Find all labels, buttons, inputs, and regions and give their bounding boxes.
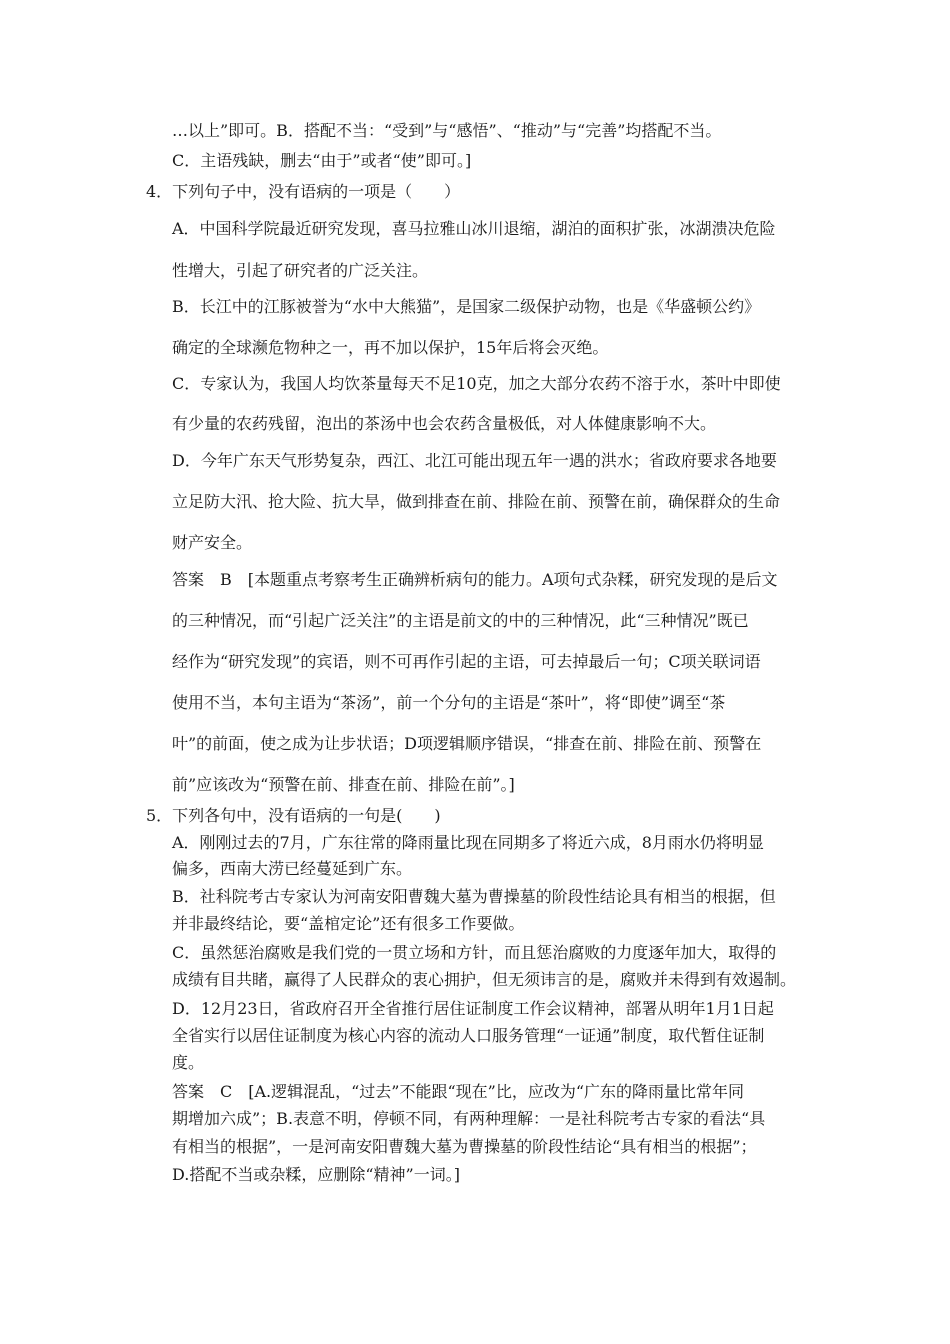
answer-explanation: 经作为“研究发现”的宾语，则不可再作引起的主语，可去掉最后一句；C项关联词语 [172, 652, 761, 671]
question-stem: 5．下列各句中，没有语病的一句是( ) [146, 806, 441, 825]
option-d-cont: 立足防大汛、抢大险、抗大旱，做到排查在前、排险在前、预警在前，确保群众的生命 [172, 492, 781, 511]
answer-explanation: 期增加六成”；B.表意不明，停顿不同，有两种理解：一是社科院考古专家的看法“具 [172, 1109, 766, 1128]
option-a: A．中国科学院最近研究发现，喜马拉雅山冰川退缩，湖泊的面积扩张，冰湖溃决危险 [172, 219, 776, 238]
answer-explanation: 有相当的根据”，一是河南安阳曹魏大墓为曹操墓的阶段性结论“具有相当的根据”； [172, 1137, 757, 1156]
question-stem: 4．下列句子中，没有语病的一项是（ ） [146, 182, 461, 201]
option-b: B．长江中的江豚被誉为“水中大熊猫”，是国家二级保护动物，也是《华盛顿公约》 [172, 297, 761, 316]
option-d: D．今年广东天气形势复杂，西江、北江可能出现五年一遇的洪水；省政府要求各地要 [172, 451, 777, 470]
option-b-cont: 并非最终结论，要“盖棺定论”还有很多工作要做。 [172, 914, 525, 933]
answer-explanation: 使用不当，本句主语为“茶汤”，前一个分句的主语是“茶叶”，将“即使”调至“茶 [172, 693, 726, 712]
option-b-cont: 确定的全球濒危物种之一，再不加以保护，15年后将会灭绝。 [172, 338, 609, 357]
answer-explanation: 前”应该改为“预警在前、排查在前、排险在前”。] [172, 775, 515, 794]
answer-explanation: D.搭配不当或杂糅，应删除“精神”一词。] [172, 1165, 460, 1184]
option-d-cont: 全省实行以居住证制度为核心内容的流动人口服务管理“一证通”制度，取代暂住证制 [172, 1026, 765, 1045]
option-a: A．刚刚过去的7月，广东往常的降雨量比现在同期多了将近六成，8月雨水仍将明显 [172, 833, 764, 852]
option-c-cont: 有少量的农药残留，泡出的茶汤中也会农药含量极低，对人体健康影响不大。 [172, 414, 717, 433]
option-a-cont: 偏多，西南大涝已经蔓延到广东。 [172, 859, 413, 878]
text-line: C．主语残缺，删去“由于”或者“使”即可。] [172, 151, 472, 170]
option-d: D．12月23日，省政府召开全省推行居住证制度工作会议精神，部署从明年1月1日起 [172, 999, 774, 1018]
option-c-cont: 成绩有目共睹，赢得了人民群众的衷心拥护，但无须讳言的是，腐败并未得到有效遏制。 [172, 970, 797, 989]
option-d-cont: 度。 [172, 1053, 205, 1072]
answer-explanation: 答案 B [本题重点考察考生正确辨析病句的能力。A项句式杂糅，研究发现的是后文 [172, 570, 778, 589]
option-c: C．专家认为，我国人均饮茶量每天不足10克，加之大部分农药不溶于水，茶叶中即使 [172, 374, 781, 393]
option-a-cont: 性增大，引起了研究者的广泛关注。 [172, 261, 429, 280]
answer-explanation: 叶”的前面，使之成为让步状语；D项逻辑顺序错误，“排查在前、排险在前、预警在 [172, 734, 762, 753]
text-line: …以上”即可。B．搭配不当：“受到”与“感悟”、“推动”与“完善”均搭配不当。 [172, 121, 722, 140]
answer-explanation: 答案 C [A.逻辑混乱，“过去”不能跟“现在”比，应改为“广东的降雨量比常年同 [172, 1082, 745, 1101]
option-d-cont: 财产安全。 [172, 533, 253, 552]
answer-explanation: 的三种情况，而“引起广泛关注”的主语是前文的中的三种情况，此“三种情况”既已 [172, 611, 749, 630]
option-c: C．虽然惩治腐败是我们党的一贯立场和方针，而且惩治腐败的力度逐年加大，取得的 [172, 943, 777, 962]
option-b: B．社科院考古专家认为河南安阳曹魏大墓为曹操墓的阶段性结论具有相当的根据，但 [172, 887, 776, 906]
